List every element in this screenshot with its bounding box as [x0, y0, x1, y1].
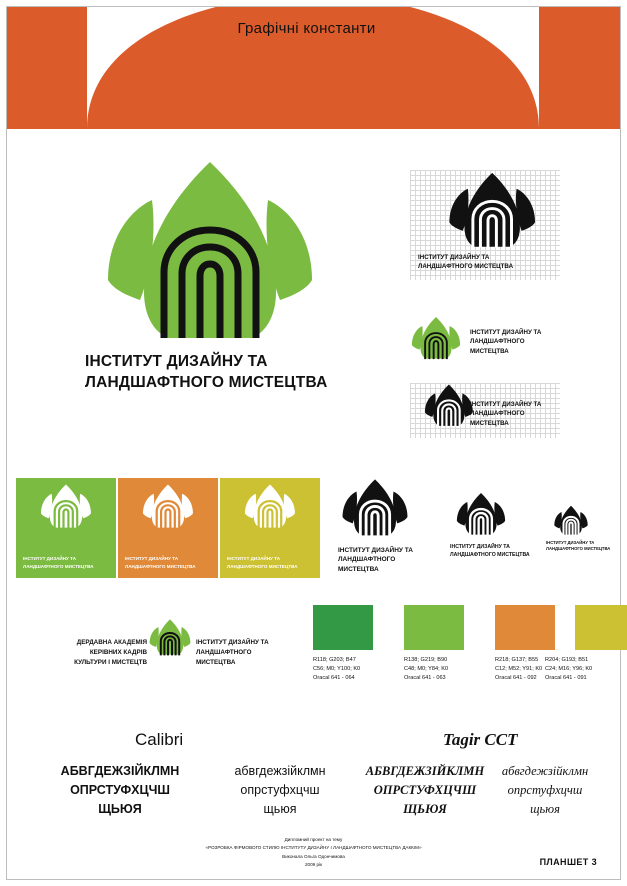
swatch-card-orange-label — [125, 555, 201, 570]
font-primary-name: Calibri — [135, 730, 184, 749]
academy-left-text — [57, 638, 147, 668]
variant-label-line3: МИСТЕЦТВА — [470, 419, 509, 427]
footer-credits — [0, 836, 627, 870]
black-label-line2: ЛАНДШАФТНОГО МИСТЕЦТВА — [338, 556, 396, 573]
footer-line2: «РОЗРОБКА ФІРМОВОГО СТИЛЮ ІНСТИТУТУ ДИЗАЙНУ І ЛАНДШАФТНОГО МИСТЕЦТВА ДАККІМ» — [205, 845, 422, 851]
black-logo-medium-label — [450, 544, 530, 559]
variant-label-line2: ЛАНДШАФТНОГО — [470, 410, 525, 418]
alpha-line2: ОПРСТУФХЦЧШ — [373, 782, 477, 797]
academy-right-line1: ІНСТИТУТ ДИЗАЙНУ ТА — [196, 639, 269, 646]
alpha-line2: ОПРСТУФХЦЧШ — [70, 782, 170, 797]
alpha-line3: щьюя — [263, 801, 297, 816]
spec-line1: R118; G203; B47 — [313, 657, 356, 663]
swatch-label-line2: ЛАНДШАФТНОГО МИСТЕЦТВА — [23, 563, 94, 569]
spec-line1: R138; G219; B90 — [404, 657, 448, 663]
color-spec-green-dark — [313, 605, 383, 684]
spec-line2: C12; M52; Y91; K0 — [495, 666, 543, 673]
variant-label-line1: ІНСТИТУТ ДИЗАЙНУ ТА — [470, 329, 542, 336]
variant-label-line2: ЛАНДШАФТНОГО МИСТЕЦТВА — [418, 263, 514, 271]
swatch-card-olive-label — [227, 555, 303, 570]
academy-right-text — [196, 638, 286, 668]
page-border — [6, 6, 621, 880]
color-spec-olive — [545, 605, 615, 684]
swatch-label-line1: ІНСТИТУТ ДИЗАЙНУ ТА — [125, 556, 179, 562]
alpha-line3: щьюя — [530, 801, 560, 816]
sheet-label: ПЛАНШЕТ 3 — [539, 857, 597, 867]
alpha-line2: опрстуфхцчш — [507, 782, 583, 797]
swatch-card-green-label — [23, 555, 99, 570]
alpha-line2: опрстуфхцчш — [240, 782, 320, 797]
variant-grid-black-large-label — [418, 253, 548, 272]
main-logo-text — [85, 352, 355, 394]
variant-green-small-label — [470, 328, 560, 356]
color-spec-green-light-text — [404, 656, 474, 684]
color-spec-green-dark-swatch — [313, 605, 373, 650]
spec-line2: C24; M16; Y96; K0 — [545, 666, 593, 673]
alpha-line1: абвгдежзійклмн — [501, 764, 589, 778]
black-logo-small-label — [546, 540, 614, 552]
page-title: Графічні константи — [237, 20, 376, 37]
variant-label-line3: МИСТЕЦТВА — [470, 347, 509, 355]
variant-label-line2: ЛАНДШАФТНОГО — [470, 338, 525, 346]
alpha-line1: АБВГДЕЖЗІЙКЛМН — [60, 764, 180, 778]
variant-label-line1: ІНСТИТУТ ДИЗАЙНУ ТА — [418, 254, 490, 261]
alpha-line1: абвгдежзійклмн — [234, 764, 326, 778]
swatch-card-green — [16, 478, 116, 578]
variant-label-line1: ІНСТИТУТ ДИЗАЙНУ ТА — [470, 401, 542, 408]
footer-line3: Виконала Ольга Одончимова — [282, 853, 345, 859]
color-spec-green-light-swatch — [404, 605, 464, 650]
swatch-card-orange — [118, 478, 218, 578]
academy-left-line3: КУЛЬТУРИ І МИСТЕЦТВ — [74, 659, 147, 667]
primary-uppercase-alphabet — [30, 762, 210, 818]
swatch-label-line1: ІНСТИТУТ ДИЗАЙНУ ТА — [227, 556, 281, 562]
color-spec-green-dark-text — [313, 656, 383, 684]
main-logo-line2: ЛАНДШАФТНОГО МИСТЕЦТВА — [85, 373, 328, 391]
color-spec-green-light — [404, 605, 474, 684]
academy-logo — [148, 612, 192, 669]
spec-line1: R218; G137; B55 — [495, 657, 539, 663]
black-label-line1: ІНСТИТУТ ДИЗАЙНУ ТА — [338, 547, 414, 554]
secondary-lowercase-alphabet — [470, 762, 620, 818]
black-label-line2: ЛАНДШАФТНОГО МИСТЕЦТВА — [450, 551, 530, 558]
footer-line1: Дипломний проект на тему — [284, 837, 343, 842]
color-spec-olive-swatch — [575, 605, 627, 650]
swatch-label-line2: ЛАНДШАФТНОГО МИСТЕЦТВА — [227, 563, 298, 569]
spec-line1: R204; G193; B51 — [545, 657, 589, 663]
black-logo-large-label — [338, 546, 426, 574]
swatch-label-line2: ЛАНДШАФТНОГО МИСТЕЦТВА — [125, 563, 196, 569]
black-logo-medium — [455, 492, 507, 543]
swatch-label-line1: ІНСТИТУТ ДИЗАЙНУ ТА — [23, 556, 77, 562]
spec-line3: Oracal 641 - 064 — [313, 675, 355, 682]
black-logo-small — [553, 505, 589, 542]
spec-line2: C56; M0; Y100; K0 — [313, 666, 361, 673]
font-secondary-name: Tagir CCT — [443, 730, 518, 749]
black-logo-large — [340, 478, 410, 545]
alpha-line3: ЩЬЮЯ — [403, 801, 447, 816]
alpha-line3: ЩЬЮЯ — [98, 801, 142, 816]
primary-lowercase-alphabet — [200, 762, 360, 818]
academy-right-line2: ЛАНДШАФТНОГО — [196, 649, 252, 657]
spec-line3: Oracal 641 - 091 — [545, 675, 587, 682]
academy-right-line3: МИСТЕЦТВА — [196, 659, 236, 667]
spec-line3: Oracal 641 - 063 — [404, 675, 446, 682]
variant-grid-black-small-label — [470, 400, 560, 428]
swatch-card-olive — [220, 478, 320, 578]
spec-line2: C48; M0; Y84; K0 — [404, 666, 449, 673]
main-logo — [100, 160, 320, 350]
color-spec-olive-text — [545, 656, 615, 684]
black-label-line1: ІНСТИТУТ ДИЗАЙНУ ТА — [546, 540, 595, 545]
spec-line3: Oracal 641 - 092 — [495, 675, 537, 682]
main-logo-line1: ІНСТИТУТ ДИЗАЙНУ ТА — [85, 353, 268, 370]
black-label-line2: ЛАНДШАФТНОГО МИСТЕЦТВА — [546, 546, 611, 552]
academy-left-line2: КЕРІВНИХ КАДРІВ — [89, 649, 147, 657]
footer-line4: 2009 рік — [304, 862, 323, 868]
alpha-line1: АБВГДЕЖЗІЙКЛМН — [365, 764, 485, 778]
variant-green-small — [410, 310, 462, 368]
academy-left-line1: ДЕРДАВНА АКАДЕМІЯ — [76, 639, 147, 646]
black-label-line1: ІНСТИТУТ ДИЗАЙНУ ТА — [450, 544, 510, 550]
